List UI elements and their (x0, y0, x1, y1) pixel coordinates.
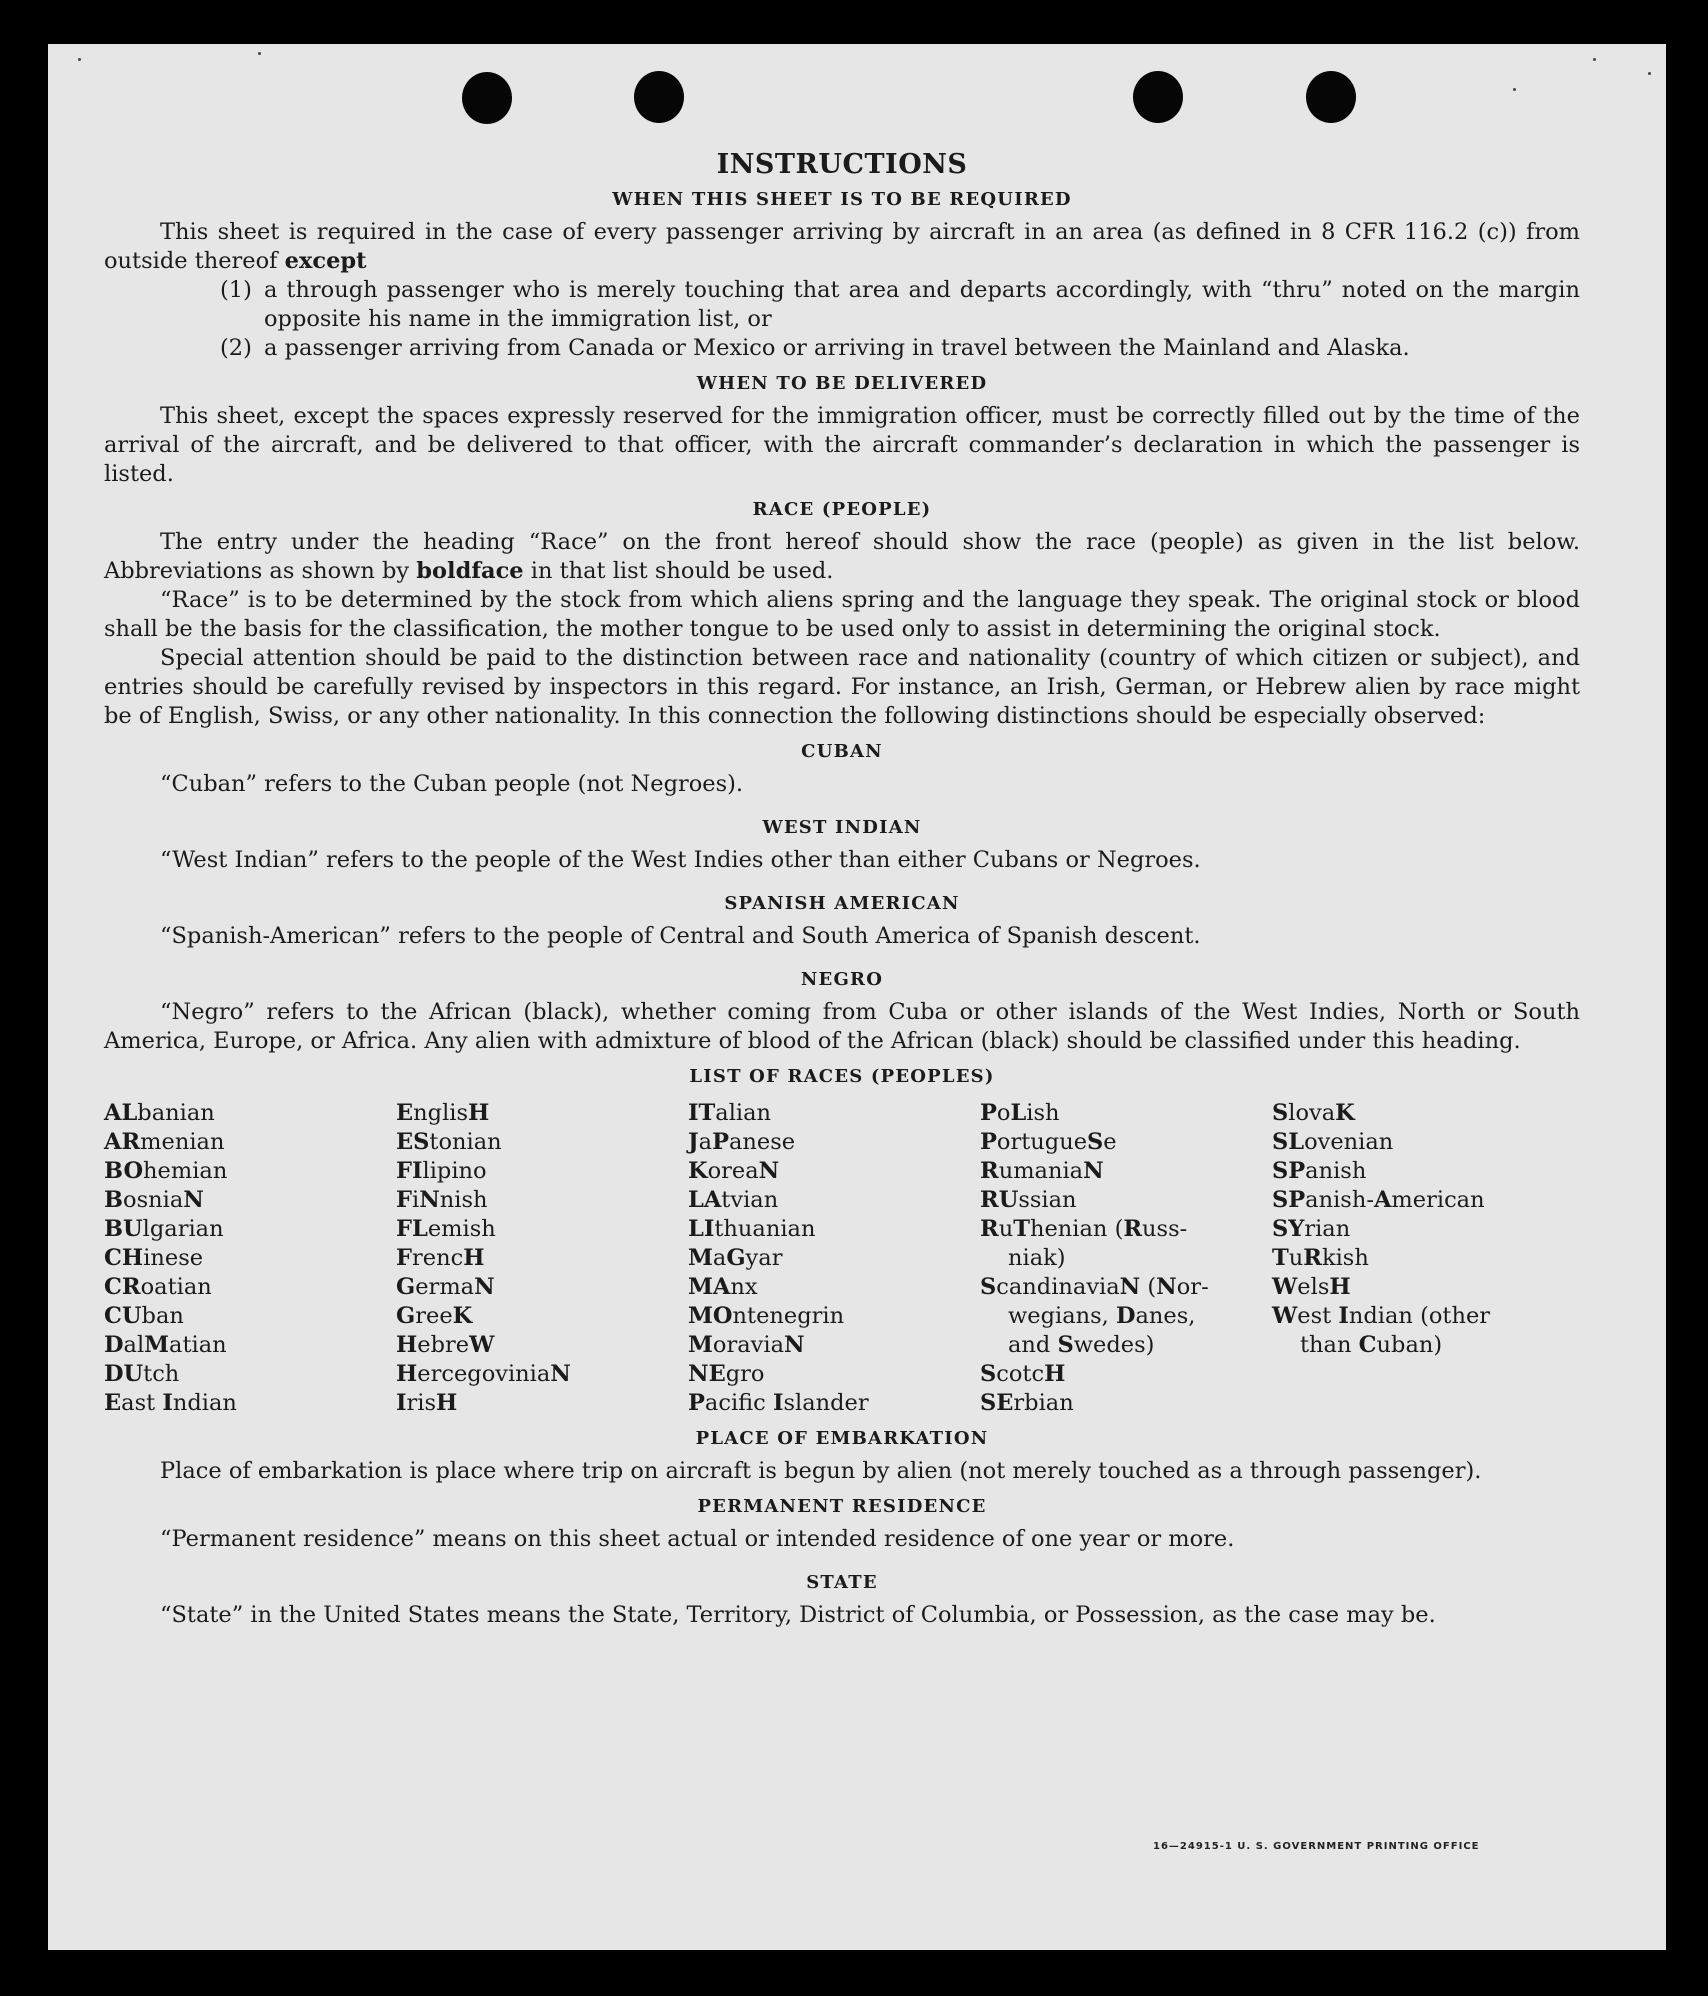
races-list (104, 1099, 1580, 1418)
west-indian-text: “West Indian” refers to the people of the West Indies other than either Cubans or Negroes. (160, 847, 1201, 873)
heading-west-indian: WEST INDIAN (762, 817, 922, 838)
item-number: (2) (220, 335, 252, 361)
page-title: INSTRUCTIONS (716, 149, 968, 180)
race-column (396, 1099, 688, 1418)
race-entry: BUlgarian (104, 1216, 224, 1242)
race-column (980, 1099, 1272, 1418)
item-text: a passenger arriving from Canada or Mexico or arriving in travel between the Mainland and Alaska. (264, 335, 1410, 361)
heading-required: WHEN THIS SHEET IS TO BE REQUIRED (612, 189, 1072, 210)
heading-race: RACE (PEOPLE) (752, 499, 932, 520)
race-entry: WelsH (1272, 1274, 1351, 1300)
race-entry: LAtvian (688, 1187, 779, 1213)
race-entry: ALbanian (104, 1100, 215, 1126)
race-column (1272, 1099, 1564, 1418)
race-entry: ARmenian (104, 1129, 225, 1155)
race-p1-bold: boldface (416, 558, 524, 584)
heading-spanish-american: SPANISH AMERICAN (724, 893, 960, 914)
race-entry: ITalian (688, 1100, 772, 1126)
race-entry: GreeK (396, 1303, 473, 1329)
race-entry: NEgro (688, 1361, 765, 1387)
race-entry: EnglisH (396, 1100, 490, 1126)
race-p1-end: in that list should be used. (523, 558, 834, 584)
race-entry: MOntenegrin (688, 1303, 845, 1329)
race-entry: MoraviaN (688, 1332, 805, 1358)
race-entry: SYrian (1272, 1216, 1351, 1242)
delivered-text: This sheet, except the spaces expressly reserved for the immigration officer, must be correctly filled out by the time of the arrival of the aircraft, and be delivered to that officer, with the aircraft commander’s declaration in which the passenger is listed. (104, 403, 1580, 487)
race-entry: GermaN (396, 1274, 495, 1300)
race-entry: FLemish (396, 1216, 496, 1242)
punch-hole (634, 71, 684, 123)
embarkation-text: Place of embarkation is place where trip on aircraft is begun by alien (not merely touched as a through passenger). (160, 1458, 1482, 1484)
race-entry: ScandinaviaN (Nor- (980, 1274, 1209, 1300)
race-entry: SPanish-American (1272, 1187, 1485, 1213)
speck (1648, 72, 1651, 75)
race-entry: EStonian (396, 1129, 502, 1155)
race-entry: than Cuban) (1300, 1332, 1443, 1358)
spanish-american-text: “Spanish-American” refers to the people of Central and South America of Spanish descent. (160, 923, 1201, 949)
race-entry: HercegoviniaN (396, 1361, 571, 1387)
race-entry: East Indian (104, 1390, 237, 1416)
required-intro (104, 218, 1580, 276)
race-entry: BOhemian (104, 1158, 228, 1184)
print-code: 16—24915-1 U. S. GOVERNMENT PRINTING OFFICE (1153, 1841, 1480, 1852)
race-entry: CUban (104, 1303, 184, 1329)
race-entry: Pacifc Islander (688, 1390, 869, 1416)
race-entry: TuRkish (1272, 1245, 1369, 1271)
heading-delivered: WHEN TO BE DELIVERED (696, 373, 988, 394)
race-entry: PoLish (980, 1100, 1060, 1126)
punch-hole (1306, 71, 1356, 123)
speck (78, 58, 81, 61)
race-entry: SPanish (1272, 1158, 1367, 1184)
race-entry: FIlipino (396, 1158, 487, 1184)
race-entry: RumaniaN (980, 1158, 1104, 1184)
race-entry: MaGyar (688, 1245, 783, 1271)
race-entry: JaPanese (688, 1129, 796, 1155)
race-entry: RUssian (980, 1187, 1077, 1213)
cuban-text: “Cuban” refers to the Cuban people (not Negroes). (160, 771, 744, 797)
race-p1-text: The entry under the heading “Race” on the front hereof should show the race (people) as given in the list below. Abbreviations as shown by (104, 529, 1580, 584)
punch-hole (462, 72, 512, 124)
race-entry: FiNnish (396, 1187, 488, 1213)
race-paragraph-2: “Race” is to be determined by the stock from which aliens spring and the language they speak. The original stock or blood shall be the basis for the classification, the mother tongue to be used only to assist in determining the original stock. (104, 587, 1580, 642)
state-text: “State” in the United States means the State, Territory, District of Columbia, or Possession, as the case may be. (160, 1602, 1436, 1628)
negro-text: “Negro” refers to the African (black), whether coming from Cuba or other islands of the West Indies, North or South America, Europe, or Africa. Any alien with admixture of blood of the African (black) should be classified under this heading. (104, 999, 1580, 1054)
race-entry: West Indian (other (1272, 1303, 1491, 1329)
race-entry: and Swedes) (1008, 1332, 1155, 1358)
heading-residence: PERMANENT RESIDENCE (697, 1496, 987, 1517)
race-entry: PortugueSe (980, 1129, 1117, 1155)
race-entry: DalMatian (104, 1332, 227, 1358)
document-page (48, 44, 1666, 1950)
speck (1513, 88, 1516, 91)
race-entry: SLovenian (1272, 1129, 1394, 1155)
race-entry: wegians, Danes, (1008, 1303, 1196, 1329)
required-intro-text: This sheet is required in the case of every passenger arriving by aircraft in an area (as defined in 8 CFR 116.2 (c)) from outside thereof (104, 219, 1580, 274)
race-entry: ScotcH (980, 1361, 1066, 1387)
heading-list-of-races: LIST OF RACES (PEOPLES) (689, 1066, 995, 1087)
race-column (688, 1099, 980, 1418)
race-entry: LIthuanian (688, 1216, 816, 1242)
race-entry: MAnx (688, 1274, 758, 1300)
race-entry: CRoatian (104, 1274, 212, 1300)
heading-negro: NEGRO (800, 969, 884, 990)
race-entry: IrisH (396, 1390, 458, 1416)
item-text: a through passenger who is merely touching that area and departs accordingly, with “thru” noted on the margin opposite his name in the immigration list, or (264, 277, 1580, 332)
required-item (220, 334, 1580, 363)
residence-text: “Permanent residence” means on this sheet actual or intended residence of one year or more. (160, 1526, 1235, 1552)
required-item (220, 276, 1580, 334)
race-paragraph-1 (104, 528, 1580, 586)
race-entry: SlovaK (1272, 1100, 1355, 1126)
race-entry: SErbian (980, 1390, 1074, 1416)
race-entry: DUtch (104, 1361, 180, 1387)
race-paragraph-3: Special attention should be paid to the distinction between race and nationality (country of which citizen or subject), and entries should be carefully revised by inspectors in this regard. For instance, an Irish, German, or Hebrew alien by race might be of English, Swiss, or any other nationality. In this connection the following distinctions should be especially observed: (104, 645, 1580, 729)
required-except: except (284, 248, 367, 274)
punch-hole (1133, 71, 1183, 123)
instructions-body (104, 150, 1580, 1630)
speck (258, 52, 261, 55)
heading-state: STATE (806, 1572, 878, 1593)
heading-cuban: CUBAN (801, 741, 883, 762)
race-entry: FrencH (396, 1245, 485, 1271)
race-entry: HebreW (396, 1332, 495, 1358)
race-entry: CHinese (104, 1245, 204, 1271)
heading-embarkation: PLACE OF EMBARKATION (695, 1428, 989, 1449)
race-entry: RuThenian (Russ- (980, 1216, 1188, 1242)
race-entry: niak) (1008, 1245, 1066, 1271)
race-entry: BosniaN (104, 1187, 204, 1213)
item-number: (1) (220, 277, 252, 303)
speck (1593, 58, 1596, 61)
race-entry: KoreaN (688, 1158, 780, 1184)
race-column (104, 1099, 396, 1418)
